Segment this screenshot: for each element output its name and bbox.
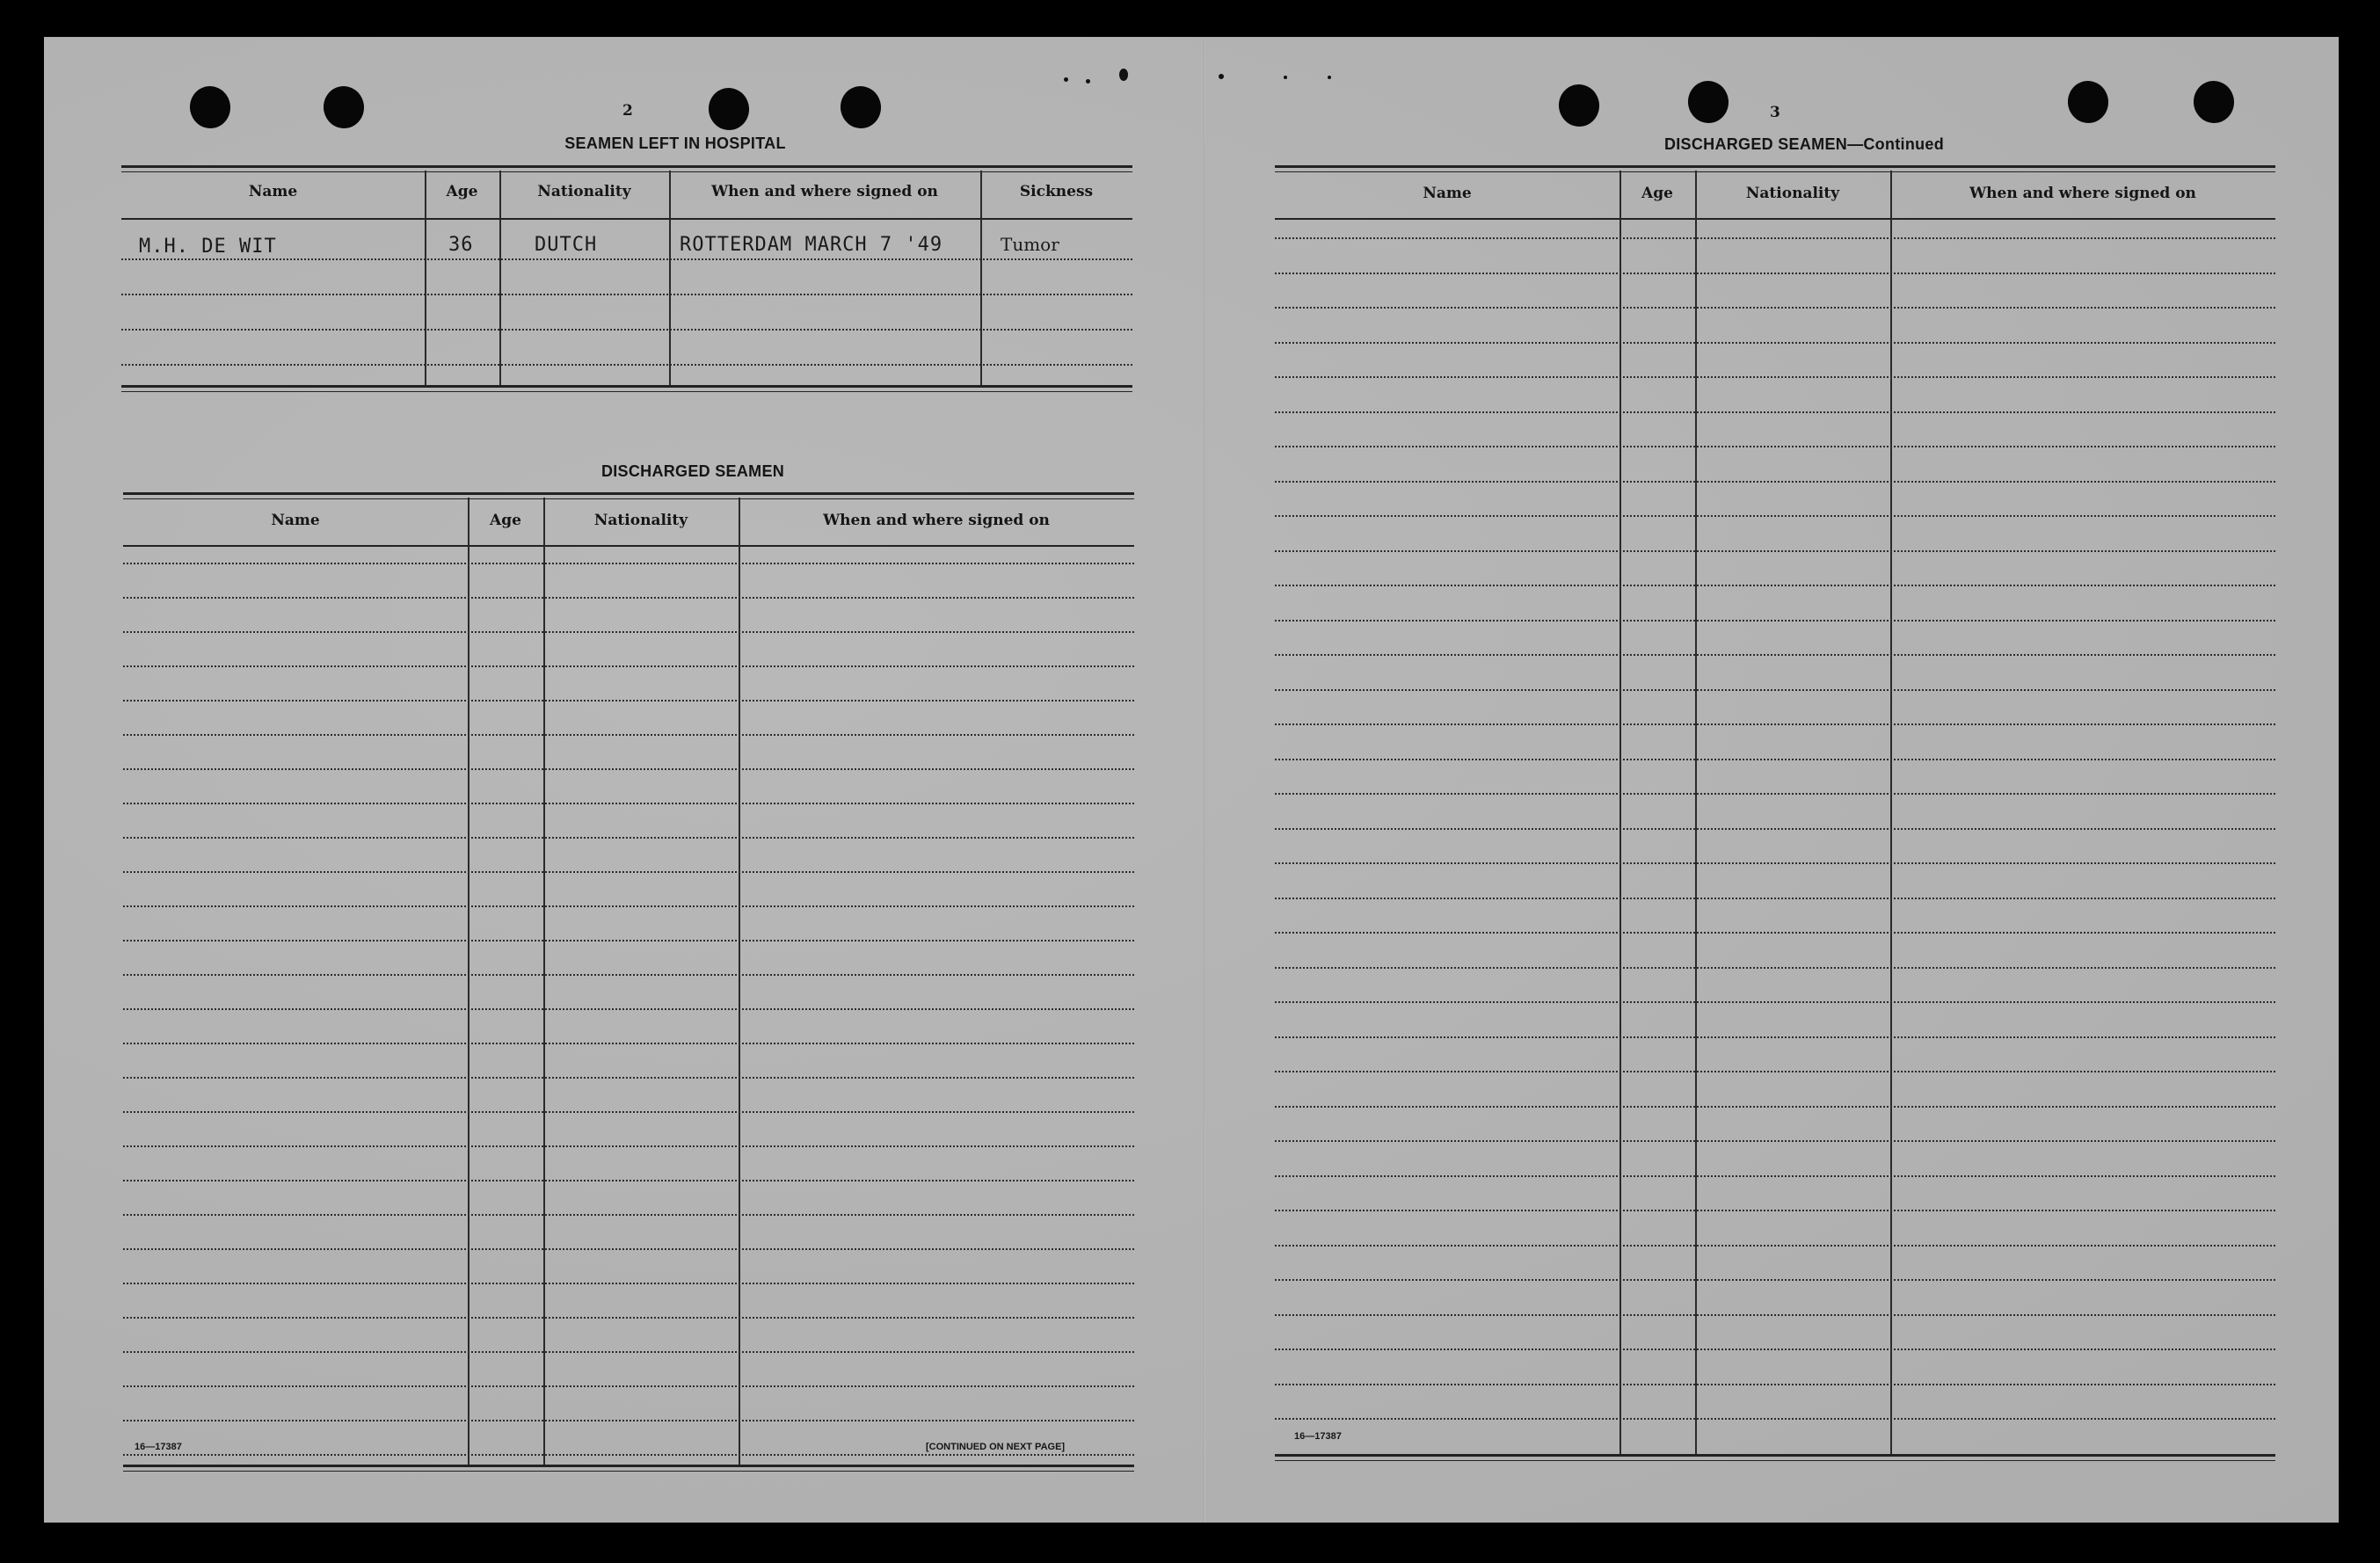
row-line bbox=[123, 1145, 1134, 1147]
row-line bbox=[1275, 1071, 2275, 1072]
row-line bbox=[1275, 1106, 2275, 1108]
hospital-table bbox=[121, 165, 1132, 394]
column-divider bbox=[1890, 171, 1892, 1454]
row-line bbox=[123, 1043, 1134, 1044]
punch-hole bbox=[321, 84, 367, 131]
row-line bbox=[1275, 898, 2275, 899]
ink-speck bbox=[1119, 69, 1128, 81]
column-divider bbox=[468, 498, 469, 1465]
page-fold bbox=[1204, 37, 1206, 1523]
row-line bbox=[1275, 862, 2275, 864]
row-line bbox=[121, 364, 1132, 366]
row-line bbox=[1275, 1140, 2275, 1142]
punch-hole bbox=[2191, 78, 2237, 126]
punch-hole bbox=[838, 84, 884, 131]
header-name: Name bbox=[1423, 185, 1472, 202]
row-line bbox=[123, 1214, 1134, 1216]
column-divider bbox=[980, 171, 982, 385]
row-line bbox=[1275, 237, 2275, 239]
row-line bbox=[121, 258, 1132, 260]
row-line bbox=[1275, 689, 2275, 691]
row-line bbox=[123, 631, 1134, 633]
row-line bbox=[123, 700, 1134, 702]
discharged-continued-table bbox=[1275, 165, 2275, 1463]
row-line bbox=[123, 905, 1134, 907]
punch-hole bbox=[706, 85, 752, 133]
page-number-left: 2 bbox=[622, 102, 633, 120]
table-bottom-rule bbox=[121, 385, 1132, 388]
row-line bbox=[1275, 411, 2275, 413]
row-line bbox=[1275, 620, 2275, 622]
header-age: Age bbox=[490, 512, 521, 529]
row-line bbox=[121, 329, 1132, 331]
row-line bbox=[123, 1248, 1134, 1250]
header-age: Age bbox=[1641, 185, 1673, 202]
ink-speck bbox=[1219, 74, 1224, 79]
column-divider bbox=[425, 171, 426, 385]
row-line bbox=[1275, 1349, 2275, 1350]
punch-hole bbox=[2065, 78, 2111, 126]
ink-speck bbox=[1086, 79, 1090, 84]
row-line bbox=[123, 734, 1134, 736]
row-line bbox=[1275, 585, 2275, 586]
column-divider bbox=[669, 171, 671, 385]
row-line bbox=[123, 1385, 1134, 1387]
row-line bbox=[123, 1454, 1134, 1456]
row-line bbox=[123, 974, 1134, 976]
header-name: Name bbox=[271, 512, 320, 529]
row-line bbox=[1275, 723, 2275, 725]
title-main: DISCHARGED SEAMEN bbox=[1663, 135, 1848, 153]
row-line bbox=[1275, 515, 2275, 517]
row-line bbox=[1275, 1314, 2275, 1316]
row-line bbox=[1275, 1384, 2275, 1385]
row-line bbox=[1275, 1210, 2275, 1211]
row-line bbox=[1275, 273, 2275, 274]
hospital-entry-name: M.H. DE WIT bbox=[139, 236, 277, 258]
row-line bbox=[1275, 307, 2275, 309]
row-line bbox=[123, 1008, 1134, 1010]
header-rule bbox=[123, 545, 1134, 547]
row-line bbox=[123, 803, 1134, 804]
form-number-right: 16—17387 bbox=[1294, 1431, 1342, 1442]
header-nationality: Nationality bbox=[537, 183, 631, 200]
header-signed-on: When and where signed on bbox=[1969, 185, 2196, 202]
hospital-entry-sickness: Tumor bbox=[1001, 234, 1059, 255]
row-line bbox=[123, 1111, 1134, 1113]
row-line bbox=[1275, 481, 2275, 483]
hospital-entry-age: 36 bbox=[448, 234, 474, 256]
row-line bbox=[1275, 654, 2275, 656]
punch-hole bbox=[1556, 82, 1602, 129]
row-line bbox=[1275, 1001, 2275, 1003]
row-line bbox=[1275, 1245, 2275, 1247]
row-line bbox=[1275, 828, 2275, 830]
row-line bbox=[1275, 967, 2275, 969]
ink-speck bbox=[1284, 76, 1287, 79]
row-line bbox=[1275, 759, 2275, 760]
hospital-section-title: SEAMEN LEFT IN HOSPITAL bbox=[564, 134, 786, 152]
row-line bbox=[1275, 342, 2275, 344]
row-line bbox=[123, 563, 1134, 564]
row-line bbox=[1275, 1418, 2275, 1420]
discharged-section-title: DISCHARGED SEAMEN bbox=[600, 462, 785, 480]
header-name: Name bbox=[248, 183, 298, 200]
row-line bbox=[1275, 932, 2275, 934]
scanned-document bbox=[44, 37, 2339, 1523]
row-line bbox=[1275, 550, 2275, 552]
row-line bbox=[123, 1351, 1134, 1353]
hospital-entry-nationality: DUTCH bbox=[535, 234, 598, 256]
row-line bbox=[123, 871, 1134, 873]
column-divider bbox=[543, 498, 545, 1465]
table-bottom-rule bbox=[123, 1465, 1134, 1467]
page-number-right: 3 bbox=[1770, 104, 1780, 121]
punch-hole bbox=[187, 84, 233, 131]
row-line bbox=[123, 1077, 1134, 1079]
ink-speck bbox=[1064, 77, 1068, 82]
column-divider bbox=[499, 171, 501, 385]
row-line bbox=[123, 597, 1134, 599]
title-continued: —Continued bbox=[1847, 135, 1945, 153]
row-line bbox=[123, 1180, 1134, 1181]
hospital-entry-signed-on: ROTTERDAM MARCH 7 '49 bbox=[680, 234, 943, 256]
header-signed-on: When and where signed on bbox=[711, 183, 938, 200]
table-top-rule bbox=[121, 165, 1132, 168]
row-line bbox=[1275, 1175, 2275, 1177]
header-rule bbox=[1275, 218, 2275, 220]
ink-speck bbox=[1328, 76, 1331, 79]
discharged-table bbox=[123, 492, 1134, 1472]
row-line bbox=[1275, 1279, 2275, 1281]
row-line bbox=[123, 665, 1134, 667]
row-line bbox=[123, 768, 1134, 770]
row-line bbox=[1275, 1036, 2275, 1038]
table-top-rule bbox=[123, 492, 1134, 495]
row-line bbox=[1275, 793, 2275, 795]
column-divider bbox=[1695, 171, 1697, 1454]
row-line bbox=[123, 1283, 1134, 1284]
row-line bbox=[1275, 376, 2275, 378]
continued-note: [CONTINUED ON NEXT PAGE] bbox=[926, 1442, 1066, 1452]
row-line bbox=[123, 940, 1134, 941]
table-top-rule bbox=[1275, 165, 2275, 168]
row-line bbox=[1275, 446, 2275, 447]
header-nationality: Nationality bbox=[1745, 185, 1840, 202]
form-number-left: 16—17387 bbox=[135, 1442, 182, 1452]
header-age: Age bbox=[446, 183, 478, 200]
header-sickness: Sickness bbox=[1019, 183, 1094, 200]
header-signed-on: When and where signed on bbox=[823, 512, 1050, 529]
column-divider bbox=[739, 498, 740, 1465]
row-line bbox=[123, 1420, 1134, 1421]
discharged-continued-title bbox=[1277, 135, 2332, 154]
punch-hole bbox=[1685, 78, 1731, 126]
row-line bbox=[121, 294, 1132, 295]
header-nationality: Nationality bbox=[593, 512, 688, 529]
column-divider bbox=[1619, 171, 1621, 1454]
row-line bbox=[123, 837, 1134, 839]
row-line bbox=[123, 1317, 1134, 1319]
table-bottom-rule bbox=[1275, 1454, 2275, 1457]
